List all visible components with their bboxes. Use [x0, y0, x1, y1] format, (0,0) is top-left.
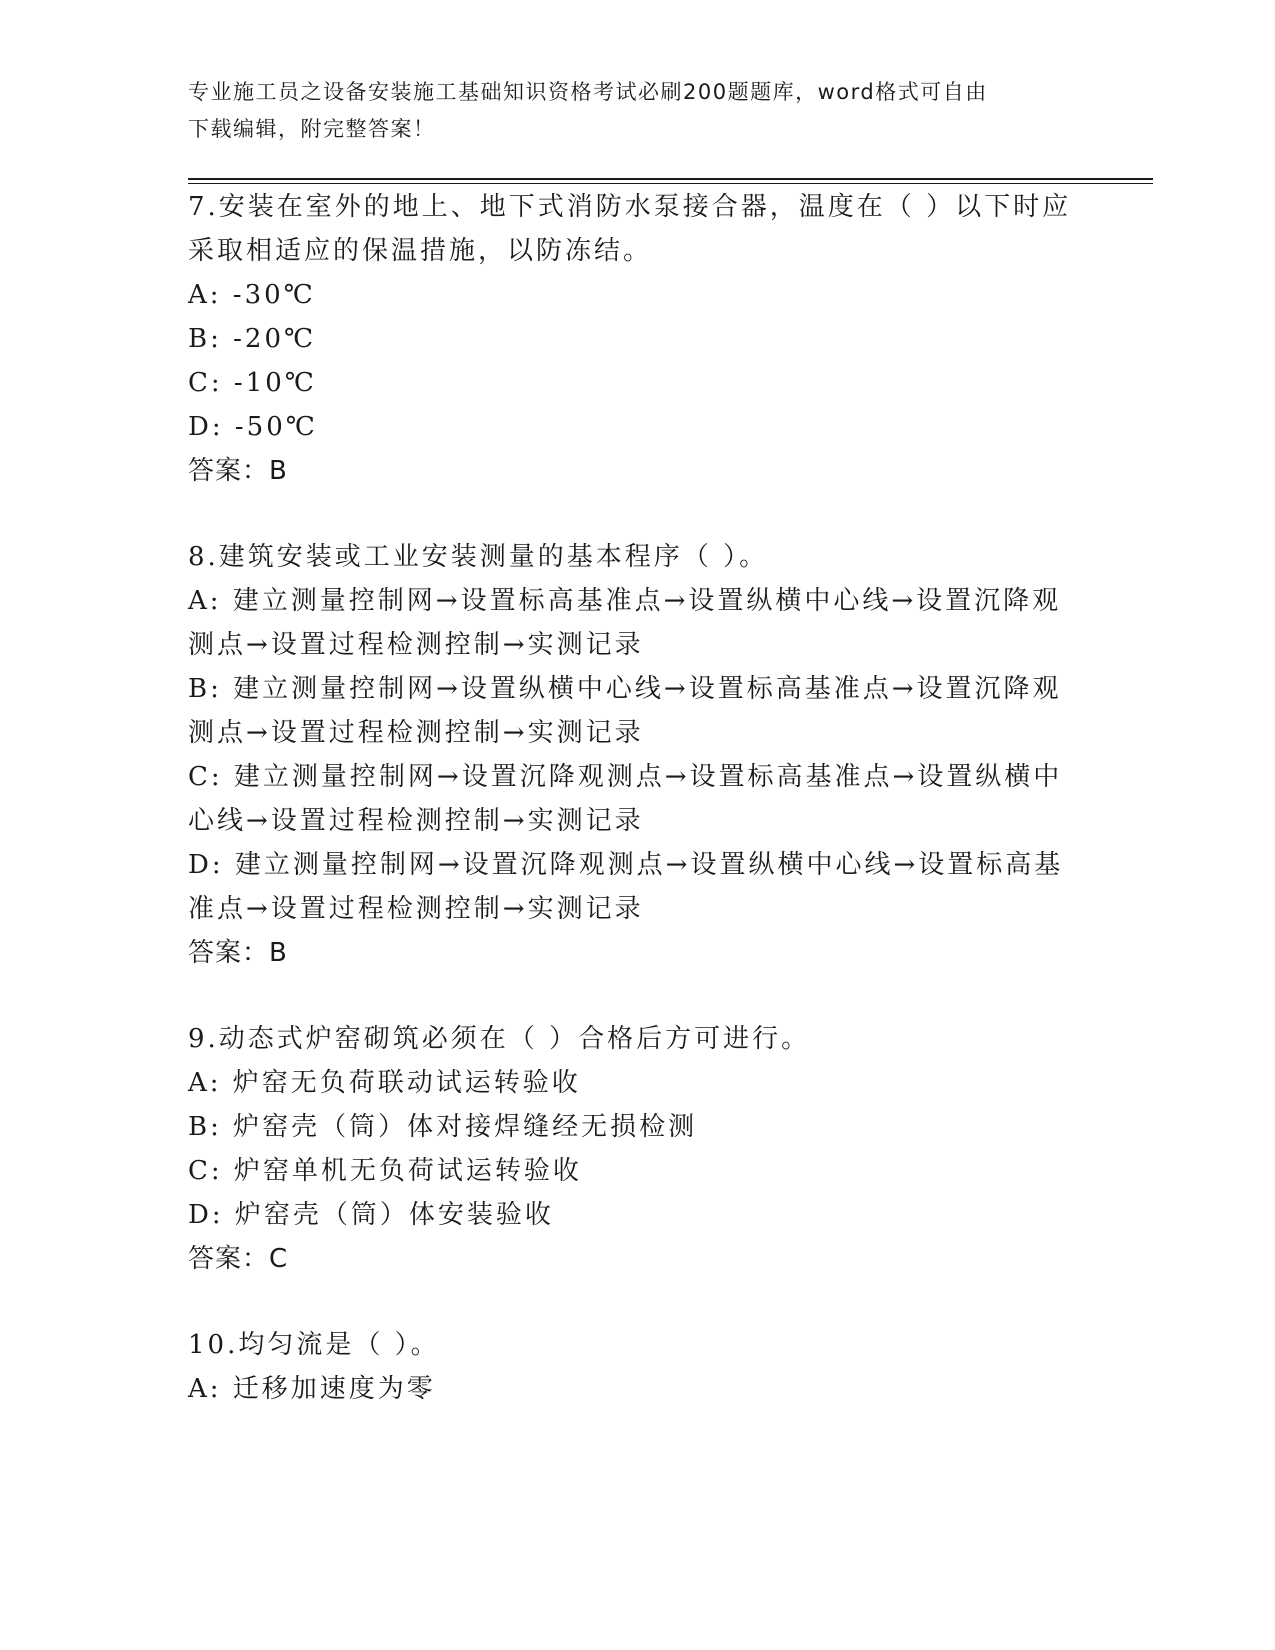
option-c: C: 建立测量控制网→设置沉降观测点→设置标高基准点→设置纵横中	[188, 762, 1063, 792]
question-stem: 采取相适应的保温措施，以防冻结。	[188, 236, 653, 266]
question-stem: 9.动态式炉窑砌筑必须在（ ）合格后方可进行。	[188, 1024, 811, 1054]
question-stem: 7.安装在室外的地上、地下式消防水泵接合器，温度在（ ）以下时应	[188, 192, 1072, 222]
option-b-continued: 测点→设置过程检测控制→实测记录	[188, 718, 644, 748]
option-d: D: 建立测量控制网→设置沉降观测点→设置纵横中心线→设置标高基	[188, 850, 1064, 880]
option-d: D: 炉窑壳（筒）体安装验收	[188, 1200, 554, 1230]
option-a: A: -30℃	[188, 280, 316, 310]
question-stem: 10.均匀流是（ ）。	[188, 1330, 440, 1360]
answer-line: 答案：C	[188, 1244, 289, 1274]
option-d: D: -50℃	[188, 412, 318, 442]
option-a: A: 建立测量控制网→设置标高基准点→设置纵横中心线→设置沉降观	[188, 586, 1062, 616]
header-divider-thick	[188, 178, 1153, 180]
header-line-2: 下载编辑，附完整答案！	[188, 117, 436, 141]
option-c-continued: 心线→设置过程检测控制→实测记录	[188, 806, 644, 836]
header-line-1: 专业施工员之设备安装施工基础知识资格考试必刷200题题库，word格式可自由	[188, 80, 988, 104]
option-d-continued: 准点→设置过程检测控制→实测记录	[188, 894, 644, 924]
option-b: B: -20℃	[188, 324, 317, 354]
option-a: A: 迁移加速度为零	[188, 1374, 436, 1404]
answer-line: 答案：B	[188, 456, 288, 486]
option-c: C: -10℃	[188, 368, 317, 398]
option-b: B: 建立测量控制网→设置纵横中心线→设置标高基准点→设置沉降观	[188, 674, 1062, 704]
option-a-continued: 测点→设置过程检测控制→实测记录	[188, 630, 644, 660]
question-stem: 8.建筑安装或工业安装测量的基本程序（ ）。	[188, 542, 769, 572]
answer-line: 答案：B	[188, 938, 288, 968]
header-divider-thin	[188, 183, 1153, 184]
document-header	[188, 74, 1068, 148]
option-c: C: 炉窑单机无负荷试运转验收	[188, 1156, 582, 1186]
option-b: B: 炉窑壳（筒）体对接焊缝经无损检测	[188, 1112, 698, 1142]
option-a: A: 炉窑无负荷联动试运转验收	[188, 1068, 581, 1098]
